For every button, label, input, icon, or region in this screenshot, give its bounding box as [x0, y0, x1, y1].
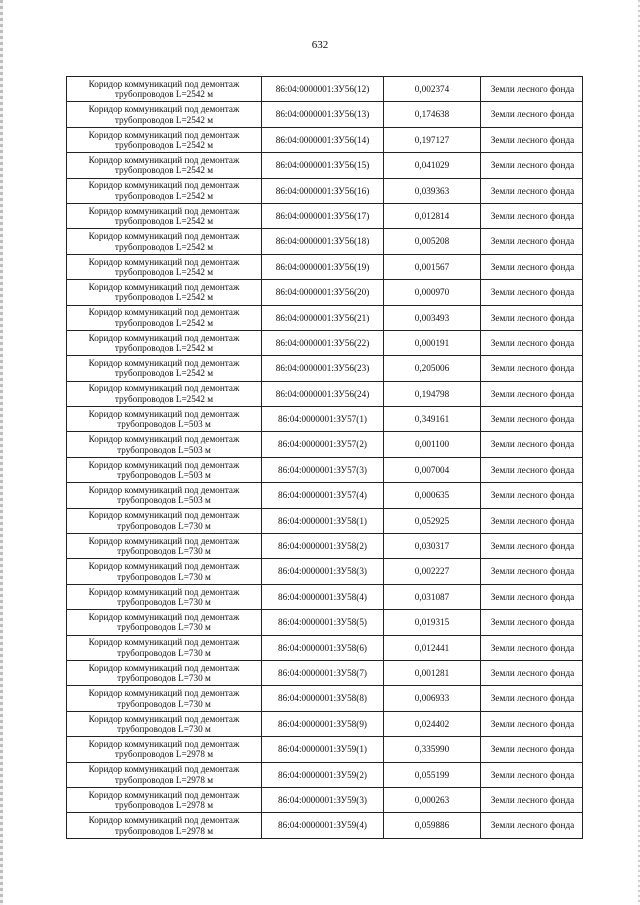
cell-cadastral-number: 86:04:0000001:ЗУ56(15)	[262, 153, 384, 178]
description-line-2: трубопроводов L=2542 м	[114, 89, 214, 100]
cell-area: 0,006933	[384, 686, 481, 711]
description-line-1: Коридор коммуникаций под демонтаж	[88, 561, 240, 572]
cell-area: 0,349161	[384, 407, 481, 432]
description-line-1: Коридор коммуникаций под демонтаж	[88, 662, 240, 673]
table-row	[67, 102, 583, 127]
cell-area: 0,012441	[384, 635, 481, 660]
description-line-1: Коридор коммуникаций под демонтаж	[88, 129, 240, 140]
cell-cadastral-number: 86:04:0000001:ЗУ58(2)	[262, 534, 384, 559]
page-number: 632	[311, 39, 329, 51]
table-row	[67, 381, 583, 406]
cell-area: 0,041029	[384, 153, 481, 178]
cell-description	[67, 432, 262, 457]
cell-land-category: Земли лесного фонда	[481, 813, 583, 838]
cell-area: 0,001100	[384, 432, 481, 457]
cell-cadastral-number: 86:04:0000001:ЗУ57(4)	[262, 483, 384, 508]
cell-description	[67, 153, 262, 178]
cell-cadastral-number: 86:04:0000001:ЗУ56(24)	[262, 381, 384, 406]
cell-cadastral-number: 86:04:0000001:ЗУ58(5)	[262, 610, 384, 635]
cell-area: 0,002227	[384, 559, 481, 584]
cell-cadastral-number: 86:04:0000001:ЗУ59(1)	[262, 737, 384, 762]
table-body	[67, 77, 583, 839]
description-line-1: Коридор коммуникаций под демонтаж	[88, 510, 240, 521]
cell-description	[67, 229, 262, 254]
cell-description	[67, 407, 262, 432]
cell-area: 0,003493	[384, 305, 481, 330]
cell-land-category: Земли лесного фонда	[481, 330, 583, 355]
cell-cadastral-number: 86:04:0000001:ЗУ56(20)	[262, 280, 384, 305]
cell-description	[67, 203, 262, 228]
description-line-1: Коридор коммуникаций под демонтаж	[88, 637, 240, 648]
table-row	[67, 229, 583, 254]
description-line-1: Коридор коммуникаций под демонтаж	[88, 815, 240, 826]
cell-description	[67, 813, 262, 838]
cell-cadastral-number: 86:04:0000001:ЗУ58(1)	[262, 508, 384, 533]
cell-land-category: Земли лесного фонда	[481, 483, 583, 508]
cell-area: 0,000635	[384, 483, 481, 508]
cell-description	[67, 762, 262, 787]
table-row	[67, 711, 583, 736]
cell-area: 0,005208	[384, 229, 481, 254]
cell-description	[67, 559, 262, 584]
cell-land-category: Земли лесного фонда	[481, 534, 583, 559]
cell-description	[67, 508, 262, 533]
cell-area: 0,039363	[384, 178, 481, 203]
table-row	[67, 305, 583, 330]
cell-cadastral-number: 86:04:0000001:ЗУ59(3)	[262, 787, 384, 812]
table-row	[67, 178, 583, 203]
description-line-2: трубопроводов L=2542 м	[114, 292, 214, 303]
cell-description	[67, 584, 262, 609]
cell-cadastral-number: 86:04:0000001:ЗУ56(17)	[262, 203, 384, 228]
description-line-2: трубопроводов L=730 м	[117, 723, 211, 734]
cell-cadastral-number: 86:04:0000001:ЗУ56(16)	[262, 178, 384, 203]
table-row	[67, 559, 583, 584]
cell-land-category: Земли лесного фонда	[481, 102, 583, 127]
description-line-2: трубопроводов L=2978 м	[114, 774, 214, 785]
table-row	[67, 153, 583, 178]
cell-land-category: Земли лесного фонда	[481, 153, 583, 178]
description-line-2: трубопроводов L=503 м	[117, 470, 211, 481]
cell-area: 0,000263	[384, 787, 481, 812]
table-row	[67, 534, 583, 559]
cell-land-category: Земли лесного фонда	[481, 178, 583, 203]
cell-description	[67, 77, 262, 102]
table-row	[67, 432, 583, 457]
cell-description	[67, 305, 262, 330]
cell-land-category: Земли лесного фонда	[481, 737, 583, 762]
cell-area: 0,001567	[384, 254, 481, 279]
cell-land-category: Земли лесного фонда	[481, 127, 583, 152]
cell-land-category: Земли лесного фонда	[481, 508, 583, 533]
cell-area: 0,001281	[384, 660, 481, 685]
table-row	[67, 610, 583, 635]
description-line-1: Коридор коммуникаций под демонтаж	[88, 789, 240, 800]
cell-area: 0,000191	[384, 330, 481, 355]
cell-area: 0,194798	[384, 381, 481, 406]
description-line-1: Коридор коммуникаций под демонтаж	[88, 408, 240, 419]
description-line-2: трубопроводов L=2978 м	[114, 749, 214, 760]
cell-description	[67, 280, 262, 305]
description-line-1: Коридор коммуникаций под демонтаж	[88, 332, 240, 343]
cell-cadastral-number: 86:04:0000001:ЗУ56(13)	[262, 102, 384, 127]
table-row	[67, 254, 583, 279]
table-row	[67, 483, 583, 508]
cell-description	[67, 635, 262, 660]
table-row	[67, 356, 583, 381]
description-line-2: трубопроводов L=730 м	[117, 571, 211, 582]
table-row	[67, 737, 583, 762]
description-line-1: Коридор коммуникаций под демонтаж	[88, 358, 240, 369]
cell-description	[67, 330, 262, 355]
table-row	[67, 762, 583, 787]
cell-land-category: Земли лесного фонда	[481, 635, 583, 660]
cell-area: 0,205006	[384, 356, 481, 381]
cell-land-category: Земли лесного фонда	[481, 229, 583, 254]
cell-land-category: Земли лесного фонда	[481, 254, 583, 279]
table-row	[67, 330, 583, 355]
cell-description	[67, 534, 262, 559]
table-row	[67, 686, 583, 711]
cell-area: 0,335990	[384, 737, 481, 762]
cell-description	[67, 254, 262, 279]
cell-description	[67, 381, 262, 406]
cell-area: 0,024402	[384, 711, 481, 736]
cell-land-category: Земли лесного фонда	[481, 762, 583, 787]
description-line-1: Коридор коммуникаций под демонтаж	[88, 713, 240, 724]
cell-cadastral-number: 86:04:0000001:ЗУ58(6)	[262, 635, 384, 660]
scan-edge-left	[0, 0, 3, 905]
cell-cadastral-number: 86:04:0000001:ЗУ56(18)	[262, 229, 384, 254]
cell-cadastral-number: 86:04:0000001:ЗУ59(4)	[262, 813, 384, 838]
description-line-1: Коридор коммуникаций под демонтаж	[88, 586, 240, 597]
description-line-2: трубопроводов L=503 м	[117, 444, 211, 455]
cell-cadastral-number: 86:04:0000001:ЗУ59(2)	[262, 762, 384, 787]
cell-land-category: Земли лесного фонда	[481, 280, 583, 305]
description-line-2: трубопроводов L=2542 м	[114, 241, 214, 252]
table-row	[67, 203, 583, 228]
table-row	[67, 584, 583, 609]
description-line-1: Коридор коммуникаций под демонтаж	[88, 485, 240, 496]
cell-land-category: Земли лесного фонда	[481, 660, 583, 685]
cell-land-category: Земли лесного фонда	[481, 584, 583, 609]
cell-land-category: Земли лесного фонда	[481, 610, 583, 635]
description-line-1: Коридор коммуникаций под демонтаж	[88, 434, 240, 445]
table-row	[67, 457, 583, 482]
description-line-2: трубопроводов L=2542 м	[114, 139, 214, 150]
description-line-2: трубопроводов L=730 м	[117, 597, 211, 607]
cell-area: 0,174638	[384, 102, 481, 127]
cell-land-category: Земли лесного фонда	[481, 787, 583, 812]
cell-land-category: Земли лесного фонда	[481, 432, 583, 457]
description-line-2: трубопроводов L=730 м	[117, 622, 211, 633]
cell-land-category: Земли лесного фонда	[481, 711, 583, 736]
table-row	[67, 635, 583, 660]
cell-land-category: Земли лесного фонда	[481, 381, 583, 406]
description-line-2: трубопроводов L=2542 м	[114, 114, 214, 125]
description-line-1: Коридор коммуникаций под демонтаж	[88, 688, 240, 699]
table-row	[67, 127, 583, 152]
description-line-2: трубопроводов L=730 м	[117, 673, 211, 684]
description-line-1: Коридор коммуникаций под демонтаж	[88, 154, 240, 165]
cell-cadastral-number: 86:04:0000001:ЗУ56(12)	[262, 77, 384, 102]
table-row	[67, 508, 583, 533]
cell-cadastral-number: 86:04:0000001:ЗУ58(7)	[262, 660, 384, 685]
cell-area: 0,030317	[384, 534, 481, 559]
cell-cadastral-number: 86:04:0000001:ЗУ58(8)	[262, 686, 384, 711]
cell-land-category: Земли лесного фонда	[481, 686, 583, 711]
description-line-1: Коридор коммуникаций под демонтаж	[88, 535, 240, 546]
cell-cadastral-number: 86:04:0000001:ЗУ56(14)	[262, 127, 384, 152]
cell-description	[67, 483, 262, 508]
description-line-2: трубопроводов L=2978 м	[114, 800, 214, 811]
cell-land-category: Земли лесного фонда	[481, 407, 583, 432]
cell-description	[67, 610, 262, 635]
cell-description	[67, 356, 262, 381]
cell-area: 0,019315	[384, 610, 481, 635]
cell-cadastral-number: 86:04:0000001:ЗУ56(22)	[262, 330, 384, 355]
cell-area: 0,000970	[384, 280, 481, 305]
description-line-1: Коридор коммуникаций под демонтаж	[88, 104, 240, 115]
description-line-2: трубопроводов L=2978 м	[114, 825, 214, 836]
description-line-1: Коридор коммуникаций под демонтаж	[88, 180, 240, 191]
cell-cadastral-number: 86:04:0000001:ЗУ58(3)	[262, 559, 384, 584]
cell-cadastral-number: 86:04:0000001:ЗУ58(4)	[262, 584, 384, 609]
description-line-1: Коридор коммуникаций под демонтаж	[88, 256, 240, 267]
description-line-1: Коридор коммуникаций под демонтаж	[88, 231, 240, 242]
cell-cadastral-number: 86:04:0000001:ЗУ56(23)	[262, 356, 384, 381]
table-row	[67, 787, 583, 812]
cell-land-category: Земли лесного фонда	[481, 77, 583, 102]
table-row	[67, 280, 583, 305]
table-row	[67, 813, 583, 838]
cell-cadastral-number: 86:04:0000001:ЗУ58(9)	[262, 711, 384, 736]
cell-area: 0,197127	[384, 127, 481, 152]
description-line-2: трубопроводов L=730 м	[117, 546, 211, 557]
cell-area: 0,059886	[384, 813, 481, 838]
cell-description	[67, 178, 262, 203]
description-line-2: трубопроводов L=2542 м	[114, 266, 214, 277]
description-line-1: Коридор коммуникаций под демонтаж	[88, 307, 240, 318]
description-line-2: трубопроводов L=2542 м	[114, 343, 214, 354]
cell-area: 0,031087	[384, 584, 481, 609]
table-row	[67, 660, 583, 685]
cell-cadastral-number: 86:04:0000001:ЗУ57(1)	[262, 407, 384, 432]
cell-area: 0,002374	[384, 77, 481, 102]
cell-area: 0,007004	[384, 457, 481, 482]
description-line-2: трубопроводов L=2542 м	[114, 216, 214, 227]
description-line-1: Коридор коммуникаций под демонтаж	[88, 205, 240, 216]
description-line-2: трубопроводов L=503 м	[117, 419, 211, 430]
cell-area: 0,055199	[384, 762, 481, 787]
cell-cadastral-number: 86:04:0000001:ЗУ56(19)	[262, 254, 384, 279]
description-line-2: трубопроводов L=2542 м	[114, 165, 214, 176]
description-line-1: Коридор коммуникаций под демонтаж	[88, 764, 240, 775]
cell-description	[67, 457, 262, 482]
description-line-1: Коридор коммуникаций под демонтаж	[88, 281, 240, 292]
description-line-1: Коридор коммуникаций под демонтаж	[88, 459, 240, 470]
cell-description	[67, 127, 262, 152]
cell-land-category: Земли лесного фонда	[481, 457, 583, 482]
cell-cadastral-number: 86:04:0000001:ЗУ56(21)	[262, 305, 384, 330]
description-line-2: трубопроводов L=730 м	[117, 647, 211, 658]
cell-description	[67, 787, 262, 812]
description-line-2: трубопроводов L=2542 м	[114, 368, 214, 379]
cell-description	[67, 737, 262, 762]
cell-cadastral-number: 86:04:0000001:ЗУ57(3)	[262, 457, 384, 482]
description-line-2: трубопроводов L=2542 м	[114, 190, 214, 201]
cell-description	[67, 102, 262, 127]
land-plots-table	[66, 76, 583, 839]
cell-area: 0,052925	[384, 508, 481, 533]
cell-description	[67, 660, 262, 685]
description-line-1: Коридор коммуникаций под демонтаж	[88, 738, 240, 749]
cell-land-category: Земли лесного фонда	[481, 559, 583, 584]
description-line-1: Коридор коммуникаций под демонтаж	[88, 383, 240, 394]
cell-area: 0,012814	[384, 203, 481, 228]
description-line-2: трубопроводов L=730 м	[117, 698, 211, 709]
description-line-1: Коридор коммуникаций под демонтаж	[88, 78, 240, 89]
cell-description	[67, 686, 262, 711]
description-line-2: трубопроводов L=503 м	[117, 495, 211, 506]
cell-land-category: Земли лесного фонда	[481, 203, 583, 228]
description-line-2: трубопроводов L=2542 м	[114, 317, 214, 328]
description-line-2: трубопроводов L=730 м	[117, 520, 211, 531]
cell-cadastral-number: 86:04:0000001:ЗУ57(2)	[262, 432, 384, 457]
cell-land-category: Земли лесного фонда	[481, 356, 583, 381]
cell-land-category: Земли лесного фонда	[481, 305, 583, 330]
table-row	[67, 77, 583, 102]
table-row	[67, 407, 583, 432]
description-line-1: Коридор коммуникаций под демонтаж	[88, 611, 240, 622]
cell-description	[67, 711, 262, 736]
description-line-2: трубопроводов L=2542 м	[114, 393, 214, 404]
